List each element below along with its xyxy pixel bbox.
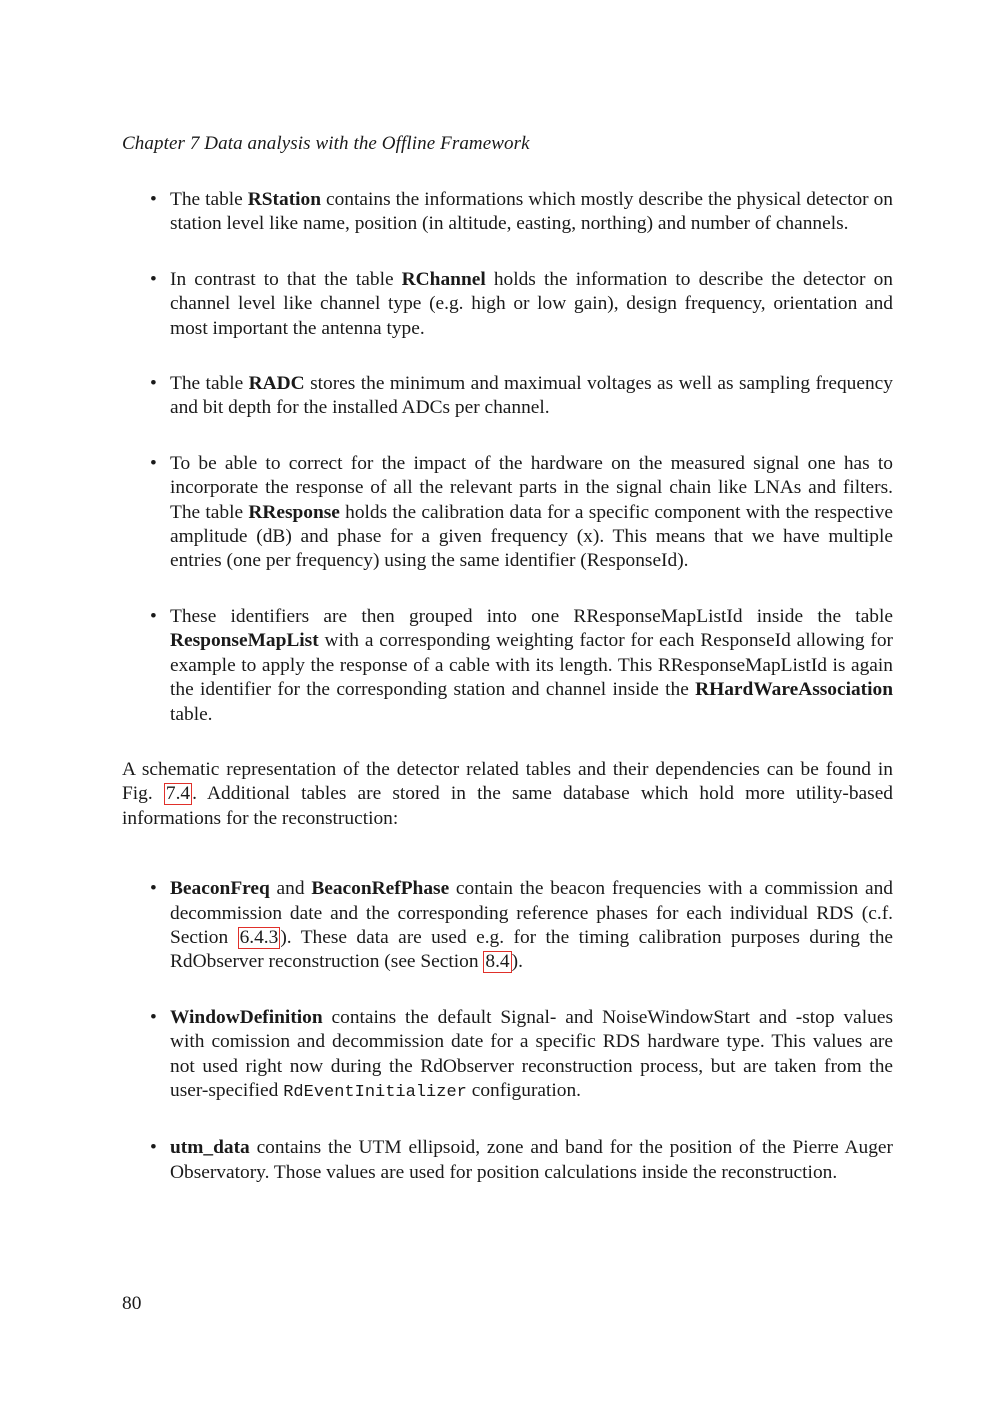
- term-beaconfreq: BeaconFreq: [170, 878, 270, 900]
- page-number: 80: [122, 1293, 142, 1314]
- detector-tables-list: [122, 188, 893, 727]
- item-text: These identifiers are then grouped into one RResponseMapListId inside the table: [170, 605, 893, 627]
- item-text: ).: [511, 951, 523, 973]
- item-text: stores the minimum and maximual voltages as well as sampling frequency and bit depth for the installed ADCs per channel.: [170, 373, 893, 419]
- bullet-icon: •: [150, 268, 157, 290]
- list-item: [122, 188, 893, 237]
- item-text: and: [269, 878, 312, 900]
- item-text: contains the informations which mostly describe the physical detector on station level like name, position (in altitude, easting, northing) and number of channels.: [170, 189, 893, 235]
- running-head: Chapter 7 Data analysis with the Offline Framework: [122, 133, 530, 154]
- item-text: holds the calibration data for a specific component with the respective amplitude (dB) and phase for a given frequency (x). This means that we have multiple entries (one per frequency) using the same identifier (ResponseId).: [170, 501, 893, 572]
- bullet-icon: •: [150, 189, 157, 210]
- figure-reference-link[interactable]: 7.4: [165, 783, 191, 805]
- item-text: The table: [170, 373, 249, 395]
- bullet-icon: •: [150, 373, 157, 395]
- item-text: In contrast to that the table: [170, 268, 402, 290]
- item-text: with a corresponding weighting factor for each ResponseId allowing for example to apply the response of a cable with its length. This RResponseMapListId is again the identifier for the corresponding station and channel inside the: [170, 630, 893, 701]
- paragraph-text: . Additional tables are stored in the same database which hold more utility-based informations for the reconstruction:: [122, 783, 893, 829]
- list-item: [122, 452, 893, 574]
- paragraph-text: A schematic representation of the detector related tables and their dependencies can be found in Fig.: [122, 758, 893, 805]
- term-rchannel: RChannel: [401, 268, 486, 290]
- list-item: [122, 1136, 893, 1185]
- item-text: contain the beacon frequencies with a commission and decommission date and the corresponding reference phases for each individual RDS (c.f. Section: [170, 878, 893, 948]
- term-rhardwareassociation: RHardWareAssociation: [695, 679, 893, 701]
- bullet-icon: •: [150, 605, 157, 627]
- list-item: [122, 268, 893, 341]
- bullet-icon: •: [150, 1006, 157, 1028]
- list-item: [122, 605, 893, 727]
- list-item: [122, 372, 893, 421]
- utility-tables-list: [122, 877, 893, 1185]
- term-responsemaplist: ResponseMapList: [170, 630, 319, 652]
- section-reference-link[interactable]: 6.4.3: [239, 926, 279, 948]
- term-radc: RADC: [248, 373, 305, 395]
- list-item: [122, 1006, 893, 1106]
- term-rresponse: RResponse: [248, 501, 340, 523]
- item-text: ). These data are used e.g. for the timing calibration purposes during the RdObserver reconstruction (see Section: [170, 926, 893, 973]
- body-paragraph: [122, 758, 893, 831]
- term-beaconrefphase: BeaconRefPhase: [311, 878, 450, 900]
- item-text: To be able to correct for the impact of the hardware on the measured signal one has to incorporate the response of all the relevant parts in the signal chain like LNAs and filters. The table: [170, 452, 893, 523]
- code-module-name: RdEventInitializer: [283, 1082, 467, 1102]
- section-reference-link[interactable]: 8.4: [485, 951, 510, 973]
- item-text: contains the UTM ellipsoid, zone and band for the position of the Pierre Auger Observatory. Those values are used for position calculations inside the reconstruction.: [170, 1137, 893, 1183]
- item-text: holds the information to describe the detector on channel level like channel type (e.g. high or low gain), design frequency, orientation and most important the antenna type.: [170, 268, 893, 339]
- list-item: [122, 877, 893, 975]
- body-content: [122, 188, 893, 1216]
- term-utm-data: utm_data: [170, 1137, 250, 1159]
- term-windowdefinition: WindowDefinition: [170, 1006, 323, 1028]
- item-text: contains the default Signal- and NoiseWindowStart and -stop values with comission and decommission date for a specific RDS hardware type. This values are not used right now during the RdObserver reconstruction process, but are taken from the user-specified: [170, 1006, 893, 1101]
- bullet-icon: •: [150, 1137, 157, 1159]
- bullet-icon: •: [150, 878, 157, 900]
- item-text: table.: [170, 703, 213, 725]
- term-rstation: RStation: [247, 189, 322, 210]
- bullet-icon: •: [150, 452, 157, 474]
- item-text: The table: [170, 189, 248, 210]
- item-text: configuration.: [466, 1079, 582, 1101]
